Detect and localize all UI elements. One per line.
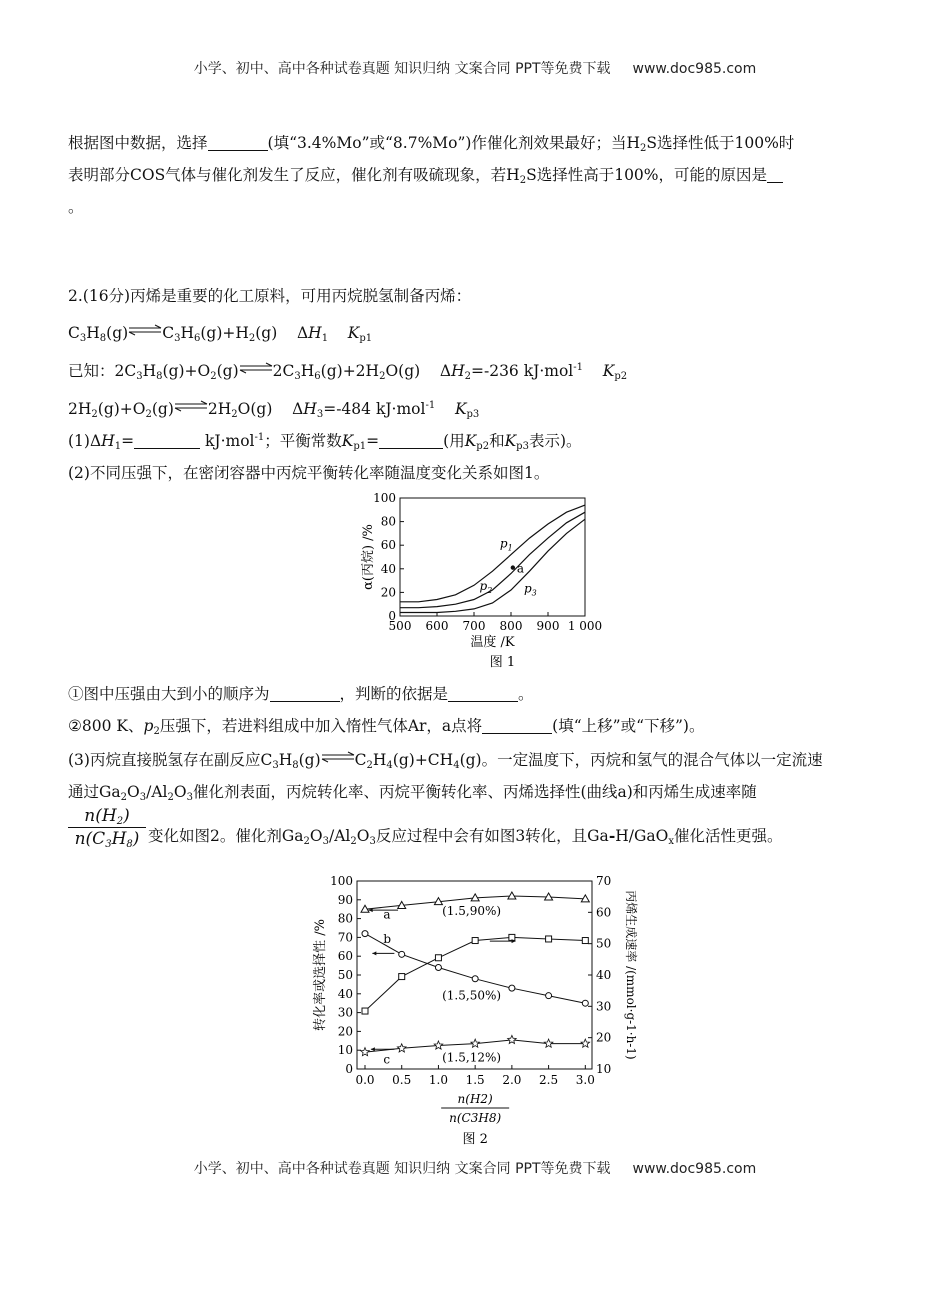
y-tick-label: 20 [380,585,396,600]
star-marker [471,1039,480,1047]
x-tick-label: 1 000 [567,619,603,633]
prev-line-3: 。 [68,198,84,216]
fraction-numerator: $n(H_2)$ [68,806,146,828]
y-tick-label-right: 20 [596,1030,612,1045]
x-label-numerator: n(H2) [457,1092,493,1106]
star-marker [434,1041,443,1049]
page-header [0,58,950,78]
circle-marker [582,1000,588,1006]
curve-p3 [400,519,585,612]
prev-line-2: 表明部分COS气体与催化剂发生了反应，催化剂有吸硫现象，若$H_2S$选择性高于100%，可能的原因是 [68,164,783,186]
header-text: 小学、初中、高中各种试卷真题 知识归纳 文案合同 PPT等免费下载 [193,61,611,77]
star-marker [397,1044,406,1052]
label-subscript: 1 [507,543,513,553]
square-marker [582,938,588,944]
x-tick-label: 1.5 [465,1073,485,1087]
page-footer [0,1158,950,1178]
x-tick-label: 700 [462,619,486,633]
answer-blank[interactable] [482,717,552,734]
y-tick-label: 100 [373,491,396,505]
footer-text: 小学、初中、高中各种试卷真题 知识归纳 文案合同 PPT等免费下载 [193,1161,611,1177]
y-tick-label-left: 10 [337,1043,353,1058]
triangle-marker [508,892,516,899]
q2-part2-q2: ②800 K、$p_2$压强下，若进料组成中加入惰性气体Ar，a点将 (填“上移”或“下移”)。 [68,717,705,737]
q2-part1: $(1)\Delta H_1= kJ\cdot mol^{-1}$；平衡常数$K_{p1}=$ (用$K_{p2}$和$K_{p3}$表示)。 [68,432,582,452]
label-p3: $p_3$ [523,581,537,598]
header-url[interactable]: www.doc985.com [632,61,757,77]
answer-blank[interactable] [208,134,268,151]
x-tick-label: 0.5 [392,1073,412,1087]
y-tick-label: 60 [380,538,396,553]
q2-part2-q1: ①图中压强由大到小的顺序为 ，判断的依据是 。 [68,685,534,703]
reaction-1: $C_3H_8(g)$ $C_3H_6(g)+H_2(g)$ $\Delta H_1$ $K_{p1}$ [68,324,373,344]
fraction-denominator: $n(C_3H_8)$ [74,829,140,850]
y-tick-label-left: 70 [337,930,353,945]
y-tick-label-right: 50 [596,936,612,951]
y-tick-label-left: 40 [337,986,353,1001]
q2-part2: (2)不同压强下，在密闭容器中丙烷平衡转化率随温度变化关系如图1。 [68,464,550,482]
star-marker [544,1039,553,1047]
x-tick-label: 1.0 [428,1073,448,1087]
figure-2-chart [300,866,650,1146]
y-tick-label-left: 60 [337,949,353,964]
reaction-2: 已知：$2C_3H_8(g)+O_2(g)$ $2C_3H_6(g)+2H_2O(g)$ $\Delta H_2=-236$ kJ·mol$^{-1}$ $K_{p2}$ [68,362,628,382]
y-tick-label-left: 100 [330,874,353,888]
curve-label-a: a [383,907,391,922]
figure-caption: 图 1 [489,655,516,670]
figure-1-chart [350,488,610,673]
annotation-c: (1.5,12%) [442,1050,502,1065]
square-marker [546,936,552,942]
label-subscript: 3 [531,588,537,598]
y-axis-label-right: 丙烯生成速率 /(mmol·g-1·h-1) [624,890,638,1060]
answer-blank[interactable] [379,432,443,449]
equilibrium-arrow-icon [128,324,162,336]
square-marker [362,1008,368,1014]
curve-label-b: b [383,932,392,947]
square-marker [435,955,441,961]
reaction-3: $2H_2(g)+O_2(g)$ $2H_2O(g)$ $\Delta H_3=-484$ kJ·mol$^{-1}$ $K_{p3}$ [68,400,480,420]
curve-label-c: c [383,1052,391,1067]
circle-marker [435,964,441,970]
answer-blank[interactable] [270,685,340,702]
point-a [511,565,515,569]
x-tick-label: 2.0 [502,1073,522,1087]
arrowhead-icon [371,1047,375,1051]
circle-marker [399,951,405,957]
star-marker [581,1039,590,1047]
answer-blank[interactable] [448,685,518,702]
y-tick-label-left: 80 [337,911,353,926]
x-tick-label: 3.0 [575,1073,595,1087]
answer-blank[interactable] [134,432,200,449]
y-axis-label-left: 转化率或选择性 /% [313,919,328,1031]
x-tick-label: 500 [388,619,412,633]
curve-p2 [400,512,585,608]
equilibrium-arrow-icon [321,751,355,763]
arrowhead-icon [372,951,376,955]
x-tick-label: 0.0 [355,1073,375,1087]
y-tick-label-right: 70 [596,874,612,888]
figure-caption: 图 2 [462,1132,488,1146]
annotation-a: (1.5,90%) [442,903,502,918]
y-tick-label-right: 30 [596,999,612,1014]
y-tick-label-right: 10 [596,1062,612,1076]
star-marker [361,1048,370,1056]
label-subscript: 2 [487,586,493,596]
y-tick-label-left: 0 [345,1062,353,1076]
x-label-denominator: n(C3H8) [449,1111,502,1125]
point-a-label: a [516,561,525,576]
x-tick-label: 900 [536,619,560,633]
y-tick-label: 40 [380,561,396,576]
answer-blank[interactable] [767,166,783,183]
circle-marker [546,993,552,999]
x-tick-label: 600 [425,619,449,633]
y-tick-label-left: 90 [337,892,353,907]
circle-marker [472,976,478,982]
q2-part3-line1: (3)丙烷直接脱氢存在副反应$C_3H_8(g)$ $C_2H_4(g)+CH_4(g)$。一定温度下，丙烷和氢气的混合气体以一定流速 [68,751,823,771]
y-tick-label-right: 60 [596,905,612,920]
y-tick-label-left: 20 [337,1024,353,1039]
equilibrium-arrow-icon [174,400,208,412]
equilibrium-arrow-icon [239,362,273,374]
y-tick-label-right: 40 [596,968,612,982]
annotation-b: (1.5,50%) [442,988,502,1003]
y-tick-label-left: 30 [337,1005,353,1020]
label-p2: $p_2$ [479,579,493,596]
footer-url[interactable]: www.doc985.com [632,1161,757,1177]
x-tick-label: 2.5 [539,1073,559,1087]
q2-part3-line2: 通过$Ga_2O_3/Al_2O_3$催化剂表面，丙烷转化率、丙烷平衡转化率、丙烯选择性(曲线a)和丙烯生成速率随 [68,783,757,803]
q2-part3-line3: 变化如图2。催化剂$Ga_2O_3/Al_2O_3$反应过程中会有如图3转化，且Ga-H/GaO$_x$催化活性更强。 [148,826,783,847]
q2-intro: 2.(16分)丙烯是重要的化工原料，可用丙烷脱氢制备丙烯： [68,287,472,305]
circle-marker [509,985,515,991]
prev-line-1: 根据图中数据，选择 (填“3.4%Mo”或“8.7%Mo”)作催化剂效果最好；当$H_2S$选择性低于100%时 [68,134,795,154]
y-tick-label: 80 [380,514,396,529]
square-marker [472,938,478,944]
x-axis-label: 温度 /K [470,635,515,650]
x-tick-label: 800 [499,619,523,633]
label-p1: $p_1$ [499,536,513,553]
star-marker [508,1035,517,1043]
plot-frame [400,498,585,616]
y-tick-label: 0 [388,609,396,623]
y-axis-label: α(丙烷) /% [361,524,376,590]
ratio-fraction [68,806,146,849]
y-tick-label-left: 50 [337,968,353,982]
circle-marker [362,931,368,937]
curve-p1 [400,505,585,602]
square-marker [399,974,405,980]
